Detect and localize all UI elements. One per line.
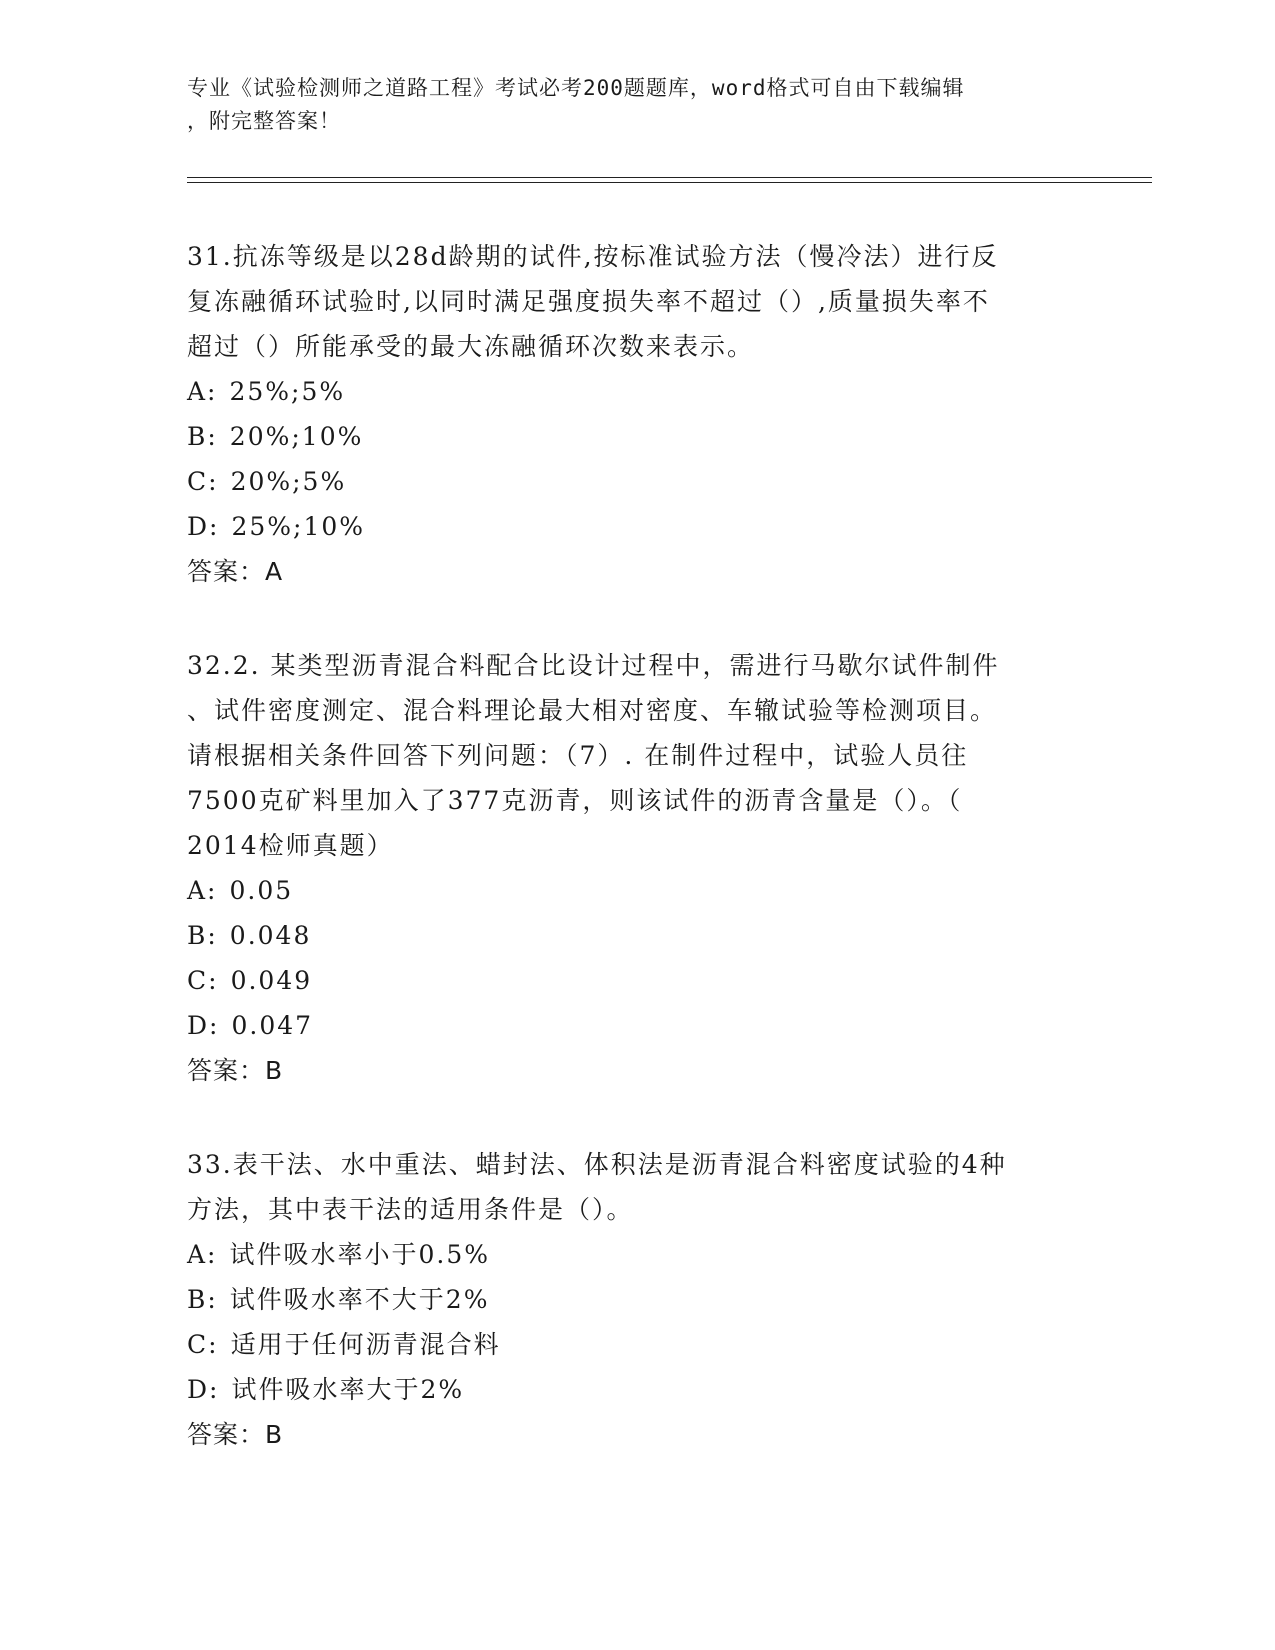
option-a	[187, 369, 1067, 414]
option-text: 0.048	[229, 921, 312, 950]
option-c	[187, 958, 1067, 1003]
question-text-line: 、试件密度测定、混合料理论最大相对密度、车辙试验等检测项目。	[187, 696, 998, 725]
question-text-line: 请根据相关条件回答下列问题：（7）. 在制件过程中，试验人员往	[187, 741, 969, 770]
question-text-line: 32.2. 某类型沥青混合料配合比设计过程中，需进行马歇尔试件制件	[187, 651, 1000, 680]
option-letter: A:	[187, 377, 218, 406]
option-text: 25%;5%	[229, 377, 346, 406]
option-text: 0.05	[229, 876, 294, 905]
option-a	[187, 1232, 1067, 1277]
answer-line: 答案：B	[187, 1420, 284, 1449]
option-letter: C:	[187, 966, 219, 995]
option-letter: B:	[187, 422, 218, 451]
question-text-line: 超过（）所能承受的最大冻融循环次数来表示。	[187, 332, 755, 361]
option-b	[187, 913, 1067, 958]
option-letter: A:	[187, 876, 218, 905]
option-letter: D:	[187, 1375, 220, 1404]
question-text-line: 7500克矿料里加入了377克沥青，则该试件的沥青含量是（）。（	[187, 786, 963, 815]
question-text-line: 方法，其中表干法的适用条件是（）。	[187, 1195, 634, 1224]
option-text: 0.047	[231, 1011, 314, 1040]
option-b	[187, 1277, 1067, 1322]
answer-line: 答案：B	[187, 1056, 284, 1085]
option-text: 试件吸水率不大于2%	[229, 1285, 490, 1314]
header-divider-top	[187, 177, 1152, 178]
answer-line: 答案：A	[187, 557, 284, 586]
option-text: 20%;5%	[230, 467, 347, 496]
question-32	[187, 643, 1067, 1093]
option-d	[187, 1367, 1067, 1412]
document-header	[187, 72, 1087, 138]
option-d	[187, 1003, 1067, 1048]
option-letter: D:	[187, 1011, 220, 1040]
option-c	[187, 1322, 1067, 1367]
option-letter: C:	[187, 1330, 219, 1359]
option-text: 25%;10%	[231, 512, 366, 541]
option-letter: D:	[187, 512, 220, 541]
option-text: 20%;10%	[229, 422, 364, 451]
question-text-line: 复冻融循环试验时,以同时满足强度损失率不超过（）,质量损失率不	[187, 287, 990, 316]
option-text: 试件吸水率大于2%	[231, 1375, 465, 1404]
option-text: 适用于任何沥青混合料	[230, 1330, 501, 1359]
header-divider-bottom	[187, 182, 1152, 183]
header-title-line-2: ，附完整答案！	[187, 109, 341, 133]
option-d	[187, 504, 1067, 549]
option-letter: A:	[187, 1240, 218, 1269]
option-text: 0.049	[230, 966, 313, 995]
option-c	[187, 459, 1067, 504]
question-33	[187, 1142, 1067, 1457]
question-31	[187, 234, 1067, 594]
question-text-line: 31.抗冻等级是以28d龄期的试件,按标准试验方法（慢冷法）进行反	[187, 242, 999, 271]
header-title-line-1: 专业《试验检测师之道路工程》考试必考200题题库，word格式可自由下载编辑	[187, 76, 965, 100]
option-text: 试件吸水率小于0.5%	[229, 1240, 490, 1269]
option-a	[187, 868, 1067, 913]
question-text-line: 2014检师真题）	[187, 831, 394, 860]
option-letter: C:	[187, 467, 219, 496]
option-letter: B:	[187, 921, 218, 950]
option-letter: B:	[187, 1285, 218, 1314]
question-text-line: 33.表干法、水中重法、蜡封法、体积法是沥青混合料密度试验的4种	[187, 1150, 1007, 1179]
option-b	[187, 414, 1067, 459]
